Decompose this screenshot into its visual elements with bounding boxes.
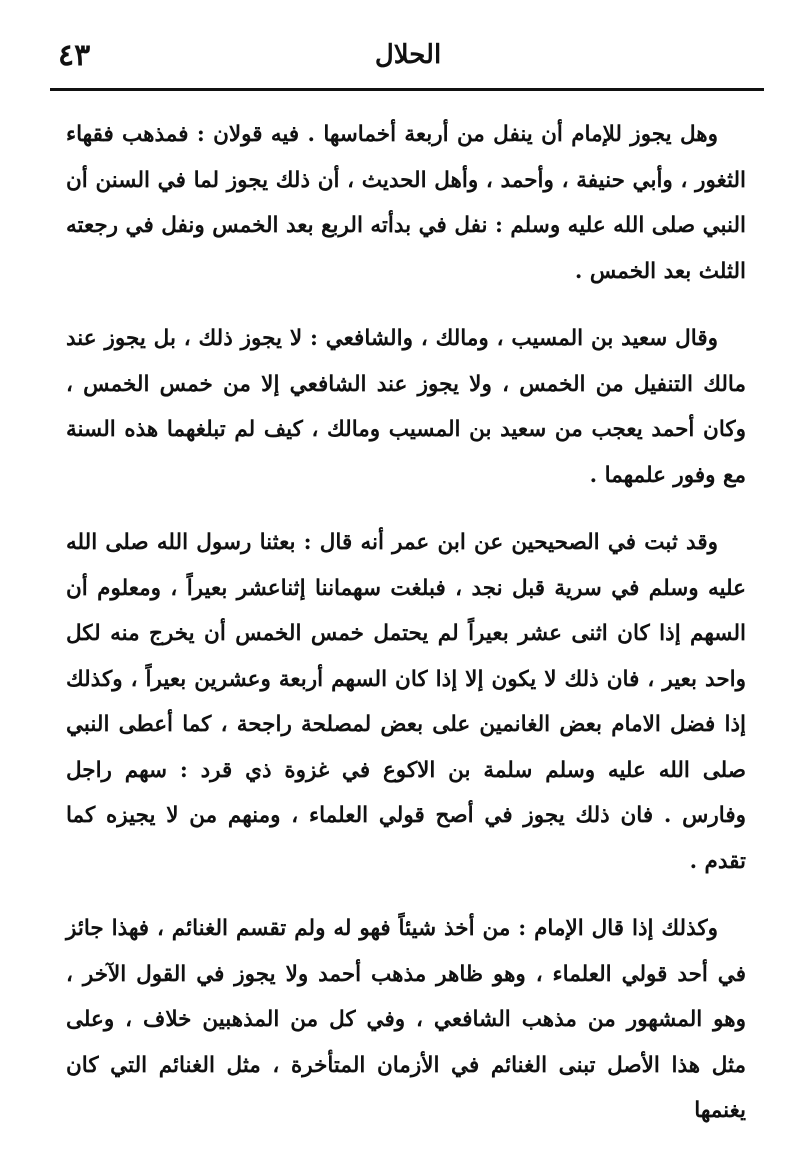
paragraph-4: وكذلك إذا قال الإمام : من أخذ شيئاً فهو له ولم تقسم الغنائم ، فهذا جائز في أحد قولي العلماء ، وهو ظاهر مذهب أحمد ولا يجوز في القول الآخر ، وهو المشهور من مذهب الشافعي ، وفي كل من المذهبين خلاف ، وعلى مثل هذا الأصل تبنى الغنائم في الأزمان المتأخرة ، مثل الغنائم التي كان يغنمها (66, 916, 746, 1123)
paragraph-3: وقد ثبت في الصحيحين عن ابن عمر أنه قال : بعثنا رسول الله صلى الله عليه وسلم في سرية قبل نجد ، فبلغت سهماننا إثناعشر بعيراً ، ومعلوم أن السهم إذا كان اثنى عشر بعيراً لم يحتمل خمس الخمس أن يخرج منه لكل واحد بعير ، فان ذلك لا يكون إلا إذا كان السهم أربعة وعشرين بعيراً ، وكذلك إذا فضل الامام بعض الغانمين على بعض لمصلحة راجحة ، كما أعطى النبي صلى الله عليه وسلم سلمة بن الاكوع في غزوة ذي قرد : سهم راجل وفارس . فان ذلك يجوز في أصح قولي العلماء ، ومنهم من لا يجيزه كما تقدم . (66, 530, 746, 874)
running-title: الحلال (374, 40, 442, 70)
header-rule (50, 88, 764, 91)
page-header (50, 34, 766, 90)
body-text (66, 112, 746, 1156)
page-number: ٤٣ (58, 38, 91, 73)
paragraph-1: وهل يجوز للإمام أن ينفل من أربعة أخماسها . فيه قولان : فمذهب فقهاء الثغور ، وأبي حنيفة ، وأحمد ، وأهل الحديث ، أن ذلك يجوز لما في السنن أن النبي صلى الله عليه وسلم : نفل في بدأته الربع بعد الخمس ونفل في رجعته الثلث بعد الخمس . (66, 122, 746, 284)
paragraph-2: وقال سعيد بن المسيب ، ومالك ، والشافعي : لا يجوز ذلك ، بل يجوز عند مالك التنفيل من الخمس ، ولا يجوز عند الشافعي إلا من خمس الخمس ، وكان أحمد يعجب من سعيد بن المسيب ومالك ، كيف لم تبلغهما هذه السنة مع وفور علمهما . (66, 326, 746, 488)
